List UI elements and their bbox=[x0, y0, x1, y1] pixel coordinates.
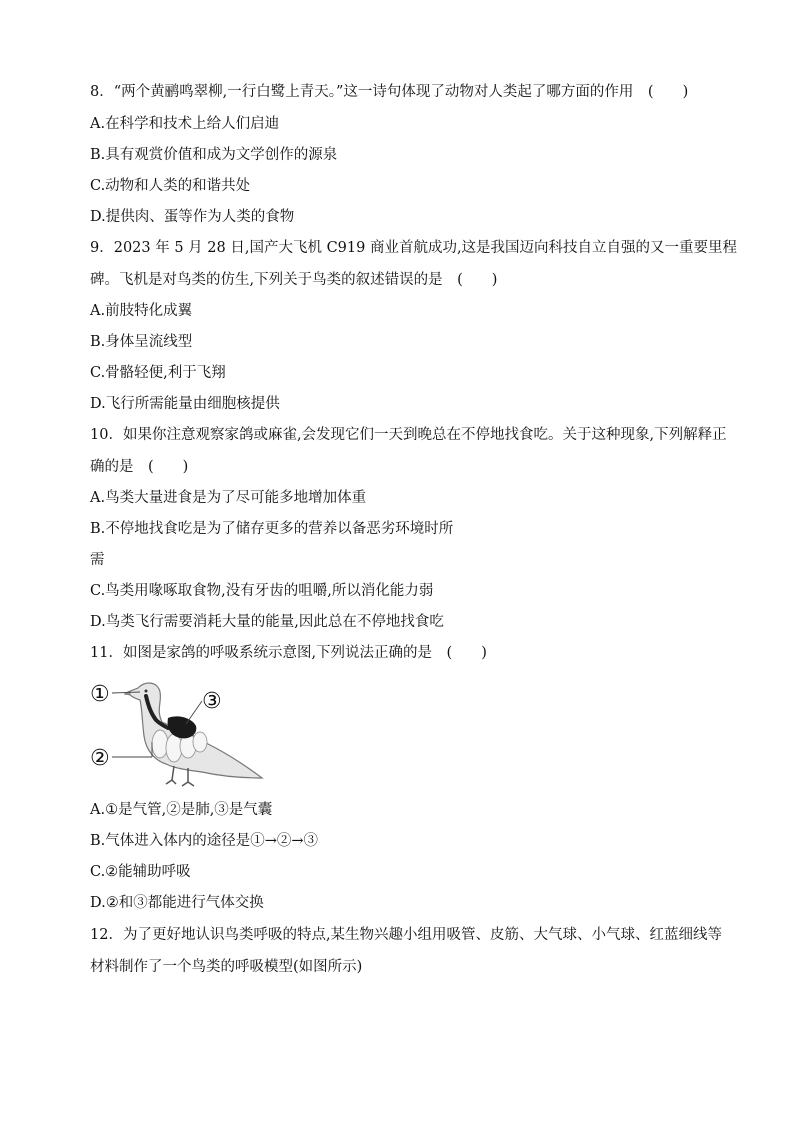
q11-option-d: D.②和③都能进行气体交换 bbox=[90, 895, 264, 911]
q10-stem-line1: 10．如果你注意观察家鸽或麻雀,会发现它们一天到晚总在不停地找食吃。关于这种现象,下列解释正 bbox=[90, 427, 727, 443]
q9-option-b: B.身体呈流线型 bbox=[90, 334, 193, 350]
q9-option-d: D.飞行所需能量由细胞核提供 bbox=[90, 396, 280, 412]
q9-stem-line2: 碑。飞机是对鸟类的仿生,下列关于鸟类的叙述错误的是 ( ) bbox=[90, 272, 498, 288]
q10-option-b: B.不停地找食吃是为了储存更多的营养以备恶劣环境时所 bbox=[90, 521, 454, 537]
air-sac-1 bbox=[152, 730, 168, 758]
q11-option-c: C.②能辅助呼吸 bbox=[90, 864, 191, 880]
q8-option-a: A.在科学和技术上给人们启迪 bbox=[90, 116, 280, 132]
q10-option-a: A.鸟类大量进食是为了尽可能多地增加体重 bbox=[90, 490, 367, 506]
air-sac-2 bbox=[166, 734, 182, 762]
q12-stem-line1: 12．为了更好地认识鸟类呼吸的特点,某生物兴趣小组用吸管、皮筋、大气球、小气球、红蓝细线等 bbox=[90, 927, 723, 943]
q8-option-d: D.提供肉、蛋等作为人类的食物 bbox=[90, 209, 295, 225]
pigeon-illustration bbox=[90, 680, 270, 790]
q11-stem: 11．如图是家鸽的呼吸系统示意图,下列说法正确的是 ( ) bbox=[90, 645, 487, 661]
label-2: ② bbox=[90, 746, 110, 771]
pigeon-eye bbox=[145, 690, 148, 693]
q10-stem-line2: 确的是 ( ) bbox=[90, 459, 189, 475]
q10-option-c: C.鸟类用喙啄取食物,没有牙齿的咀嚼,所以消化能力弱 bbox=[90, 583, 434, 599]
q10-option-b-continued: 需 bbox=[90, 552, 105, 568]
q12-stem-line2: 材料制作了一个鸟类的呼吸模型(如图所示) bbox=[90, 959, 363, 975]
q11-option-a: A.①是气管,②是肺,③是气囊 bbox=[90, 802, 273, 818]
q9-option-c: C.骨骼轻便,利于飞翔 bbox=[90, 365, 226, 381]
label-3: ③ bbox=[202, 689, 222, 714]
air-sac-4 bbox=[193, 732, 207, 752]
q9-stem-line1: 9．2023 年 5 月 28 日,国产大飞机 C919 商业首航成功,这是我国迈向科技自立自强的又一重要里程 bbox=[90, 240, 738, 256]
q8-stem: 8．“两个黄鹂鸣翠柳,一行白鹭上青天。”这一诗句体现了动物对人类起了哪方面的作用 ( ) bbox=[90, 84, 689, 100]
label-1: ① bbox=[90, 682, 110, 707]
pigeon-respiratory-diagram bbox=[90, 680, 270, 790]
q8-option-c: C.动物和人类的和谐共处 bbox=[90, 178, 251, 194]
label-3-line bbox=[186, 701, 202, 724]
q9-option-a: A.前肢特化成翼 bbox=[90, 303, 193, 319]
q8-option-b: B.具有观赏价值和成为文学创作的源泉 bbox=[90, 147, 338, 163]
q11-option-b: B.气体进入体内的途径是①→②→③ bbox=[90, 833, 319, 849]
q10-option-d: D.鸟类飞行需要消耗大量的能量,因此总在不停地找食吃 bbox=[90, 614, 444, 630]
